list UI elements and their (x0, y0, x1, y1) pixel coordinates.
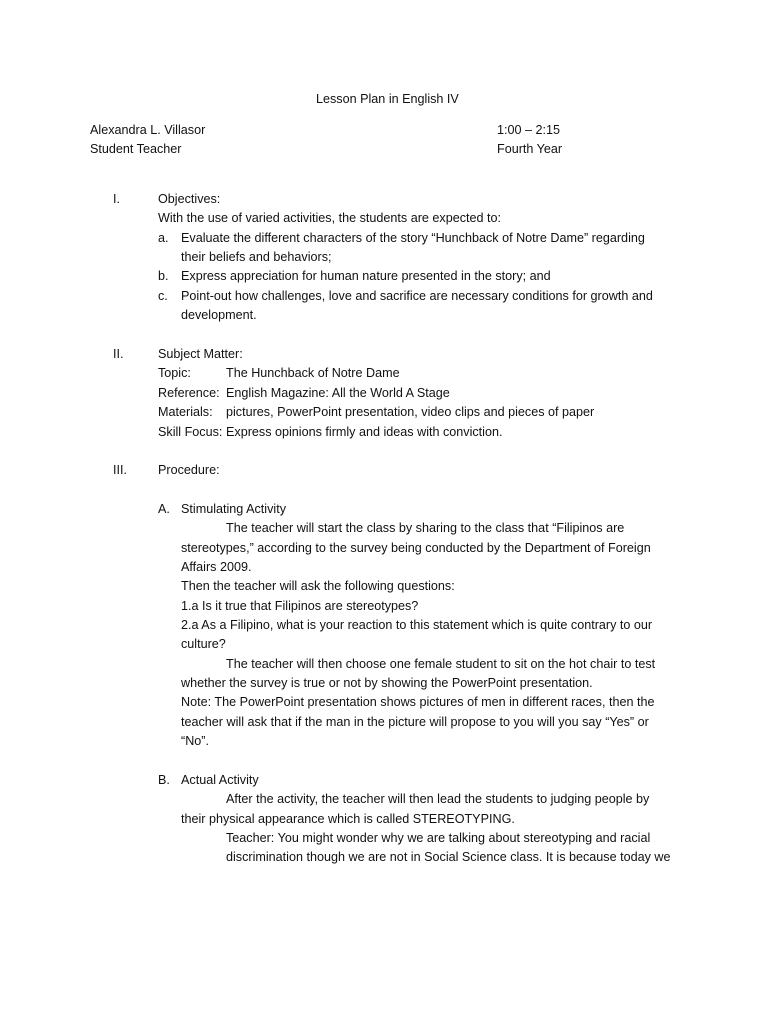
section-number: I. (113, 192, 120, 206)
section-number: III. (113, 463, 127, 477)
subsection-heading: Actual Activity (181, 773, 259, 787)
page-title: Lesson Plan in English IV (316, 92, 459, 106)
field-value: The Hunchback of Notre Dame (226, 366, 400, 380)
teacher-name: Alexandra L. Villasor (90, 123, 206, 137)
paragraph-line: stereotypes,” according to the survey being conducted by the Department of Foreign (181, 541, 651, 555)
paragraph-line: Affairs 2009. (181, 560, 252, 574)
paragraph-line: 1.a Is it true that Filipinos are stereotypes? (181, 599, 419, 613)
paragraph-line: “No”. (181, 734, 209, 748)
class-year: Fourth Year (497, 142, 563, 156)
paragraph-line: The teacher will start the class by sharing to the class that “Filipinos are (226, 521, 625, 535)
teacher-role: Student Teacher (90, 142, 182, 156)
list-marker: a. (158, 231, 169, 245)
paragraph-line: After the activity, the teacher will then lead the students to judging people by (226, 792, 650, 806)
section-heading: Objectives: (158, 192, 221, 206)
subsection-heading: Stimulating Activity (181, 502, 286, 516)
section-number: II. (113, 347, 124, 361)
list-item-text: development. (181, 308, 257, 322)
list-item-text: Evaluate the different characters of the story “Hunchback of Notre Dame” regarding (181, 231, 645, 245)
section-heading: Procedure: (158, 463, 220, 477)
paragraph-line: teacher will ask that if the man in the picture will propose to you will you say “Yes” or (181, 715, 649, 729)
field-value: pictures, PowerPoint presentation, video clips and pieces of paper (226, 405, 595, 419)
field-label: Topic: (158, 366, 191, 380)
paragraph-line: The teacher will then choose one female student to sit on the hot chair to test (226, 657, 656, 671)
paragraph-line: Then the teacher will ask the following questions: (181, 579, 455, 593)
list-marker: c. (158, 289, 168, 303)
paragraph-line: discrimination though we are not in Social Science class. It is because today we (226, 850, 671, 864)
field-value: English Magazine: All the World A Stage (226, 386, 450, 400)
objectives-intro: With the use of varied activities, the students are expected to: (158, 211, 502, 225)
class-time: 1:00 – 2:15 (497, 123, 561, 137)
subsection-marker: A. (158, 502, 170, 516)
paragraph-line: 2.a As a Filipino, what is your reaction to this statement which is quite contrary to our (181, 618, 653, 632)
paragraph-line: their physical appearance which is called STEREOTYPING. (181, 812, 515, 826)
list-item-text: their beliefs and behaviors; (181, 250, 332, 264)
field-label: Reference: (158, 386, 220, 400)
list-item-text: Express appreciation for human nature presented in the story; and (181, 269, 551, 283)
field-label: Skill Focus: (158, 425, 223, 439)
field-value: Express opinions firmly and ideas with conviction. (226, 425, 503, 439)
paragraph-line: culture? (181, 637, 226, 651)
paragraph-line: Note: The PowerPoint presentation shows pictures of men in different races, then the (181, 695, 655, 709)
field-label: Materials: (158, 405, 213, 419)
paragraph-line: whether the survey is true or not by showing the PowerPoint presentation. (181, 676, 593, 690)
list-marker: b. (158, 269, 169, 283)
list-item-text: Point-out how challenges, love and sacrifice are necessary conditions for growth and (181, 289, 653, 303)
paragraph-line: Teacher: You might wonder why we are talking about stereotyping and racial (226, 831, 651, 845)
subsection-marker: B. (158, 773, 170, 787)
section-heading: Subject Matter: (158, 347, 243, 361)
